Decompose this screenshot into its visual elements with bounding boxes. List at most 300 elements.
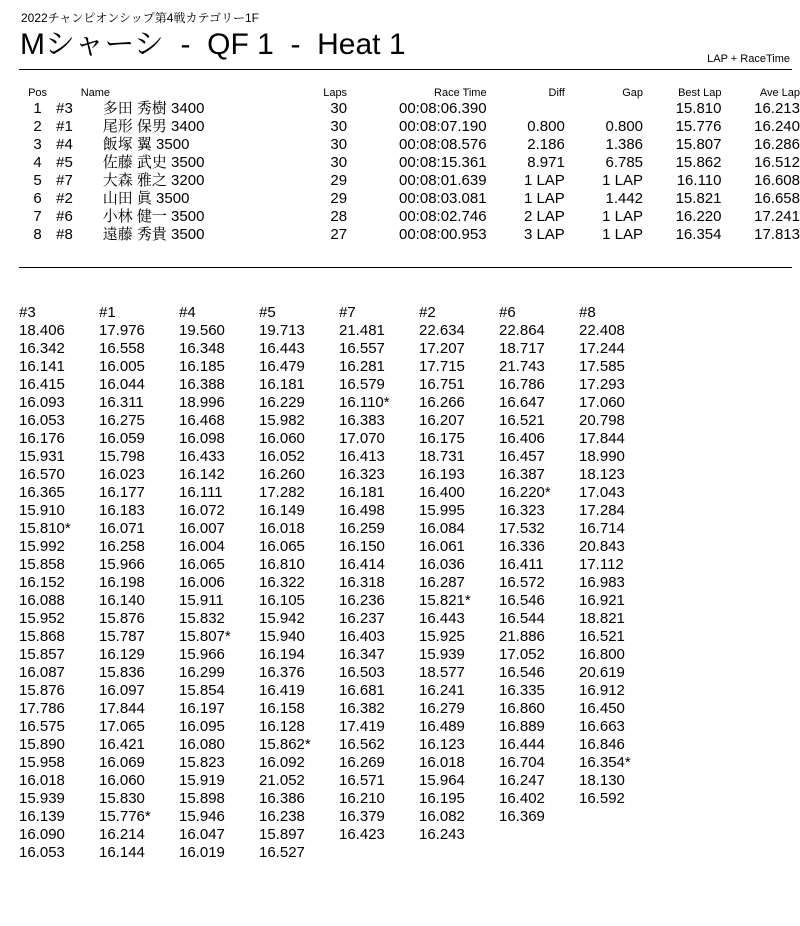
lap-time: 16.498 (339, 502, 385, 519)
lap-time: 16.061 (419, 538, 465, 555)
lap-time: 16.098 (179, 430, 225, 447)
lap-column-car-number: #4 (179, 304, 196, 321)
col-header-gap: Gap (622, 87, 644, 99)
lap-time: 15.890 (19, 736, 65, 753)
driver-name-cell: 小林 健一 3500 (102, 208, 205, 225)
result-row (19, 118, 800, 136)
lap-time: 16.546 (499, 592, 545, 609)
diff-cell: 1 LAP (523, 172, 565, 189)
best-lap-cell: 16.110 (676, 172, 722, 189)
lap-time: 16.444 (499, 736, 545, 753)
lap-time: 16.527 (259, 844, 305, 861)
lap-time: 16.123 (419, 736, 465, 753)
lap-time: 16.279 (419, 700, 465, 717)
lap-time: 16.546 (499, 664, 545, 681)
ave-lap-cell: 16.608 (754, 172, 800, 189)
driver-name-cell: 佐藤 武史 3500 (102, 154, 205, 171)
lap-time: 16.579 (339, 376, 385, 393)
gap-cell: 1.386 (605, 136, 644, 153)
car-number-cell: #4 (56, 136, 73, 153)
lap-time: 16.281 (339, 358, 385, 375)
lap-time: 16.005 (99, 358, 145, 375)
best-lap-cell: 15.776 (675, 118, 722, 135)
lap-time: 16.175 (419, 430, 465, 447)
lap-time: 16.236 (339, 592, 385, 609)
result-row (19, 172, 800, 190)
lap-time: 22.864 (499, 322, 545, 339)
driver-name-cell: 尾形 保男 3400 (102, 118, 205, 135)
laps-cell: 30 (330, 100, 348, 117)
lap-time: 16.921 (579, 592, 625, 609)
lap-time: 16.521 (499, 412, 545, 429)
lap-time: 16.072 (179, 502, 225, 519)
lap-time: 16.562 (339, 736, 385, 753)
gap-cell: 6.785 (605, 154, 644, 171)
lap-time: 16.052 (259, 448, 305, 465)
lap-time: 16.195 (419, 790, 465, 807)
gap-cell: 0.800 (605, 118, 644, 135)
lap-time: 22.634 (419, 322, 465, 339)
lap-time: 16.275 (99, 412, 145, 429)
lap-time: 17.293 (579, 376, 625, 393)
lap-time: 16.194 (259, 646, 305, 663)
lap-time: 15.964 (419, 772, 465, 789)
lap-time: 16.141 (19, 358, 65, 375)
lap-time: 20.798 (579, 412, 625, 429)
lap-time: 18.717 (499, 340, 545, 357)
lap-time: 16.266 (419, 394, 465, 411)
lap-column (259, 304, 339, 862)
lap-time: 16.110* (339, 394, 390, 411)
lap-time: 16.433 (179, 448, 225, 465)
lap-time: 16.183 (99, 502, 145, 519)
lap-time: 17.244 (579, 340, 625, 357)
result-row (19, 100, 800, 118)
result-row (19, 208, 800, 226)
car-number-cell: #3 (56, 100, 73, 117)
lap-time: 15.832 (179, 610, 225, 627)
lap-column (99, 304, 179, 862)
lap-time: 16.243 (419, 826, 465, 843)
lap-time: 17.976 (99, 322, 145, 339)
lap-time: 16.065 (259, 538, 305, 555)
lap-column (19, 304, 99, 862)
results-table (19, 86, 800, 244)
diff-cell: 3 LAP (523, 226, 565, 243)
lap-time: 17.844 (579, 430, 625, 447)
lap-time: 16.237 (339, 610, 385, 627)
lap-time: 16.592 (579, 790, 625, 807)
lap-time: 16.158 (259, 700, 305, 717)
lap-time: 15.823 (179, 754, 225, 771)
lap-time: 15.810* (19, 520, 71, 537)
lap-time: 15.868 (19, 628, 65, 645)
lap-time: 17.043 (579, 484, 625, 501)
col-header-pos: Pos (28, 87, 48, 99)
lap-time: 16.889 (499, 718, 545, 735)
lap-time: 16.059 (99, 430, 145, 447)
lap-time: 16.229 (259, 394, 305, 411)
lap-time: 16.044 (99, 376, 145, 393)
laps-cell: 29 (330, 172, 348, 189)
lap-time: 15.898 (179, 790, 225, 807)
lap-time: 16.348 (179, 340, 225, 357)
lap-time: 16.185 (179, 358, 225, 375)
lap-time: 15.992 (19, 538, 65, 555)
lap-time: 16.413 (339, 448, 385, 465)
result-row (19, 154, 800, 172)
car-number-cell: #1 (56, 118, 73, 135)
lap-time: 17.207 (419, 340, 465, 357)
lap-time: 16.214 (99, 826, 145, 843)
lap-time: 16.411 (499, 556, 544, 573)
lap-time: 16.403 (339, 628, 385, 645)
ave-lap-cell: 16.240 (754, 118, 800, 135)
lap-time: 15.798 (99, 448, 145, 465)
lap-time: 16.128 (259, 718, 305, 735)
lap-time: 16.018 (19, 772, 65, 789)
diff-cell: 2.186 (527, 136, 565, 153)
lap-column (339, 304, 419, 862)
lap-time: 15.857 (19, 646, 65, 663)
lap-time: 16.023 (99, 466, 145, 483)
ave-lap-cell: 17.813 (754, 226, 800, 243)
lap-time: 16.376 (259, 664, 305, 681)
lap-time: 18.821 (579, 610, 625, 627)
lap-time: 15.982 (259, 412, 305, 429)
laps-cell: 28 (330, 208, 348, 225)
lap-time: 16.318 (339, 574, 385, 591)
gap-cell: 1 LAP (602, 208, 644, 225)
pos-cell: 2 (33, 118, 42, 135)
car-number-cell: #8 (56, 226, 73, 243)
lap-time: 17.052 (499, 646, 545, 663)
lap-time: 16.111 (179, 484, 223, 501)
lap-time: 16.018 (259, 520, 305, 537)
lap-time: 15.858 (19, 556, 65, 573)
lap-time: 17.060 (579, 394, 625, 411)
lap-time: 16.558 (99, 340, 145, 357)
ave-lap-cell: 17.241 (754, 208, 800, 225)
lap-time: 16.810 (259, 556, 305, 573)
lap-time: 16.714 (579, 520, 625, 537)
car-number-cell: #2 (56, 190, 73, 207)
lap-time: 18.130 (579, 772, 625, 789)
race-time-cell: 00:08:06.390 (399, 100, 487, 117)
lap-time: 16.786 (499, 376, 545, 393)
pos-cell: 6 (33, 190, 42, 207)
lap-time: 15.946 (179, 808, 225, 825)
lap-time: 16.006 (179, 574, 225, 591)
best-lap-cell: 16.220 (675, 208, 722, 225)
lap-time: 18.731 (419, 448, 465, 465)
lap-time: 15.939 (419, 646, 465, 663)
lap-time: 15.807* (179, 628, 231, 645)
lap-time: 16.092 (259, 754, 305, 771)
lap-time: 15.836 (99, 664, 145, 681)
result-row (19, 190, 800, 208)
lap-time: 15.897 (259, 826, 305, 843)
lap-time: 18.406 (19, 322, 65, 339)
lap-time: 21.481 (339, 322, 385, 339)
lap-time: 16.069 (99, 754, 145, 771)
lap-time: 16.369 (499, 808, 545, 825)
lap-time: 16.095 (179, 718, 225, 735)
event-supertitle: 2022チャンピオンシップ第4戦カテゴリー1F (21, 11, 259, 25)
lap-time: 16.018 (419, 754, 465, 771)
lap-time: 16.198 (99, 574, 145, 591)
lap-time: 16.004 (179, 538, 225, 555)
lap-time: 16.238 (259, 808, 305, 825)
lap-time: 17.284 (579, 502, 625, 519)
best-lap-cell: 16.354 (675, 226, 722, 243)
lap-time: 22.408 (579, 322, 625, 339)
header-divider (19, 69, 792, 70)
lap-time: 16.503 (339, 664, 385, 681)
lap-time: 16.207 (419, 412, 465, 429)
lap-time: 16.479 (259, 358, 305, 375)
lap-time: 16.142 (179, 466, 225, 483)
ave-lap-cell: 16.512 (754, 154, 800, 171)
lap-time: 16.287 (419, 574, 465, 591)
lap-time: 16.751 (419, 376, 465, 393)
lap-time: 16.181 (339, 484, 385, 501)
lap-time: 16.421 (99, 736, 145, 753)
lap-time: 16.019 (179, 844, 225, 861)
race-time-cell: 00:08:15.361 (399, 154, 487, 171)
lap-time: 16.241 (419, 682, 465, 699)
car-number-cell: #5 (56, 154, 73, 171)
diff-cell: 2 LAP (523, 208, 565, 225)
lap-time: 16.983 (579, 574, 625, 591)
lap-time: 17.715 (419, 358, 465, 375)
lap-time: 15.995 (419, 502, 465, 519)
lap-time: 16.450 (579, 700, 625, 717)
lap-times-grid (19, 304, 659, 862)
lap-time: 16.210 (339, 790, 385, 807)
lap-time: 16.080 (179, 736, 225, 753)
gap-cell (565, 100, 643, 118)
lap-time: 16.053 (19, 412, 65, 429)
lap-time: 16.342 (19, 340, 65, 357)
lap-time: 19.560 (179, 322, 225, 339)
lap-time: 16.260 (259, 466, 305, 483)
lap-time: 15.776* (99, 808, 151, 825)
lap-time: 16.912 (579, 682, 625, 699)
lap-time: 16.647 (499, 394, 545, 411)
lap-time: 16.846 (579, 736, 625, 753)
lap-time: 16.322 (259, 574, 305, 591)
lap-time: 16.152 (19, 574, 65, 591)
lap-time: 16.681 (339, 682, 385, 699)
lap-time: 16.860 (499, 700, 545, 717)
lap-time: 15.910 (19, 502, 65, 519)
lap-time: 15.911 (179, 592, 224, 609)
driver-name-cell: 多田 秀樹 3400 (102, 100, 205, 117)
lap-note: LAP + RaceTime (707, 53, 790, 65)
diff-cell: 1 LAP (523, 190, 565, 207)
lap-time: 16.419 (259, 682, 305, 699)
lap-time: 21.743 (499, 358, 545, 375)
lap-time: 16.197 (179, 700, 225, 717)
lap-column-car-number: #1 (99, 304, 116, 321)
lap-column-car-number: #3 (19, 304, 36, 321)
lap-time: 15.940 (259, 628, 305, 645)
diff-cell: 8.971 (527, 154, 565, 171)
lap-time: 16.139 (19, 808, 65, 825)
lap-time: 16.007 (179, 520, 225, 537)
lap-time: 20.619 (579, 664, 625, 681)
gap-cell: 1.442 (605, 190, 644, 207)
driver-name-cell: 飯塚 翼 3500 (102, 136, 190, 153)
pos-cell: 5 (33, 172, 42, 189)
lap-time: 16.388 (179, 376, 225, 393)
lap-time: 16.140 (99, 592, 145, 609)
best-lap-cell: 15.810 (675, 100, 722, 117)
ave-lap-cell: 16.213 (754, 100, 800, 117)
lap-column (499, 304, 579, 862)
col-header-diff: Diff (548, 87, 565, 99)
lap-time: 15.952 (19, 610, 65, 627)
lap-time: 16.193 (419, 466, 465, 483)
lap-time: 18.123 (579, 466, 625, 483)
lap-column (579, 304, 659, 862)
lap-time: 16.323 (339, 466, 385, 483)
col-header-name (80, 86, 318, 100)
lap-time: 16.365 (19, 484, 65, 501)
gap-cell: 1 LAP (602, 226, 644, 243)
lap-time: 16.105 (259, 592, 305, 609)
lap-time: 15.876 (99, 610, 145, 627)
lap-time: 18.996 (179, 394, 225, 411)
lap-time: 16.129 (99, 646, 145, 663)
lap-time: 17.786 (19, 700, 65, 717)
best-lap-cell: 15.807 (675, 136, 722, 153)
lap-time: 15.830 (99, 790, 145, 807)
lap-time: 16.047 (179, 826, 225, 843)
lap-time: 16.386 (259, 790, 305, 807)
driver-name-cell: 遠藤 秀貴 3500 (102, 226, 205, 243)
lap-time: 17.282 (259, 484, 305, 501)
car-number-cell: #6 (56, 208, 73, 225)
lap-time: 15.942 (259, 610, 305, 627)
lap-time: 16.489 (419, 718, 465, 735)
driver-name-cell: 山田 眞 3500 (102, 190, 190, 207)
lap-time: 16.323 (499, 502, 545, 519)
lap-time: 15.966 (179, 646, 225, 663)
lap-column-car-number: #8 (579, 304, 596, 321)
lap-column-car-number: #5 (259, 304, 276, 321)
lap-column (179, 304, 259, 862)
lap-time: 18.990 (579, 448, 625, 465)
lap-time: 17.585 (579, 358, 625, 375)
lap-time: 16.571 (339, 772, 385, 789)
lap-time: 16.468 (179, 412, 225, 429)
diff-cell: 0.800 (527, 118, 565, 135)
lap-time: 17.419 (339, 718, 385, 735)
lap-time: 16.181 (259, 376, 305, 393)
best-lap-cell: 15.821 (675, 190, 722, 207)
lap-time: 16.382 (339, 700, 385, 717)
race-time-cell: 00:08:02.746 (399, 208, 487, 225)
lap-time: 15.919 (179, 772, 225, 789)
laps-cell: 30 (330, 118, 348, 135)
lap-time: 16.572 (499, 574, 545, 591)
lap-time: 16.071 (99, 520, 145, 537)
lap-time: 16.335 (499, 682, 545, 699)
laps-cell: 30 (330, 136, 348, 153)
lap-time: 16.663 (579, 718, 625, 735)
lap-time: 16.443 (259, 340, 305, 357)
lap-time: 16.443 (419, 610, 465, 627)
lap-time: 16.149 (259, 502, 305, 519)
race-time-cell: 00:08:00.953 (399, 226, 487, 243)
col-header-laps: Laps (323, 87, 348, 99)
lap-column-car-number: #6 (499, 304, 516, 321)
lap-time: 16.088 (19, 592, 65, 609)
lap-time: 16.299 (179, 664, 225, 681)
pos-cell: 3 (33, 136, 42, 153)
lap-time: 16.521 (579, 628, 625, 645)
lap-time: 16.053 (19, 844, 65, 861)
lap-time: 16.065 (179, 556, 225, 573)
results-header-row (19, 86, 800, 100)
lap-time: 16.087 (19, 664, 65, 681)
race-time-cell: 00:08:07.190 (399, 118, 487, 135)
pos-cell: 4 (33, 154, 42, 171)
lap-time: 17.532 (499, 520, 545, 537)
results-divider (19, 267, 792, 268)
race-time-cell: 00:08:01.639 (399, 172, 487, 189)
lap-time: 16.336 (499, 538, 545, 555)
lap-time: 16.082 (419, 808, 465, 825)
lap-time: 16.415 (19, 376, 65, 393)
lap-time: 16.247 (499, 772, 545, 789)
driver-name-cell: 大森 雅之 3200 (102, 172, 205, 189)
lap-time: 17.112 (579, 556, 624, 573)
lap-time: 15.821* (419, 592, 471, 609)
lap-time: 16.084 (419, 520, 465, 537)
lap-time: 16.060 (99, 772, 145, 789)
col-header-name-label: Name (80, 87, 111, 99)
laps-cell: 27 (330, 226, 348, 243)
race-time-cell: 00:08:03.081 (399, 190, 487, 207)
lap-time: 16.144 (99, 844, 145, 861)
pos-cell: 8 (33, 226, 42, 243)
result-row (19, 226, 800, 244)
lap-time: 16.570 (19, 466, 65, 483)
lap-time: 16.354* (579, 754, 631, 771)
lap-time: 20.843 (579, 538, 625, 555)
lap-time: 15.854 (179, 682, 225, 699)
lap-time: 16.800 (579, 646, 625, 663)
lap-time: 16.177 (99, 484, 145, 501)
col-header-race-time: Race Time (434, 87, 487, 99)
lap-time: 16.557 (339, 340, 385, 357)
pos-cell: 7 (33, 208, 42, 225)
race-time-cell: 00:08:08.576 (399, 136, 487, 153)
lap-time: 16.387 (499, 466, 545, 483)
col-header-best-lap: Best Lap (678, 87, 722, 99)
lap-time: 16.093 (19, 394, 65, 411)
lap-time: 16.704 (499, 754, 545, 771)
gap-cell: 1 LAP (602, 172, 644, 189)
laps-cell: 30 (330, 154, 348, 171)
result-row (19, 136, 800, 154)
lap-time: 15.958 (19, 754, 65, 771)
best-lap-cell: 15.862 (675, 154, 722, 171)
lap-time: 15.787 (99, 628, 145, 645)
